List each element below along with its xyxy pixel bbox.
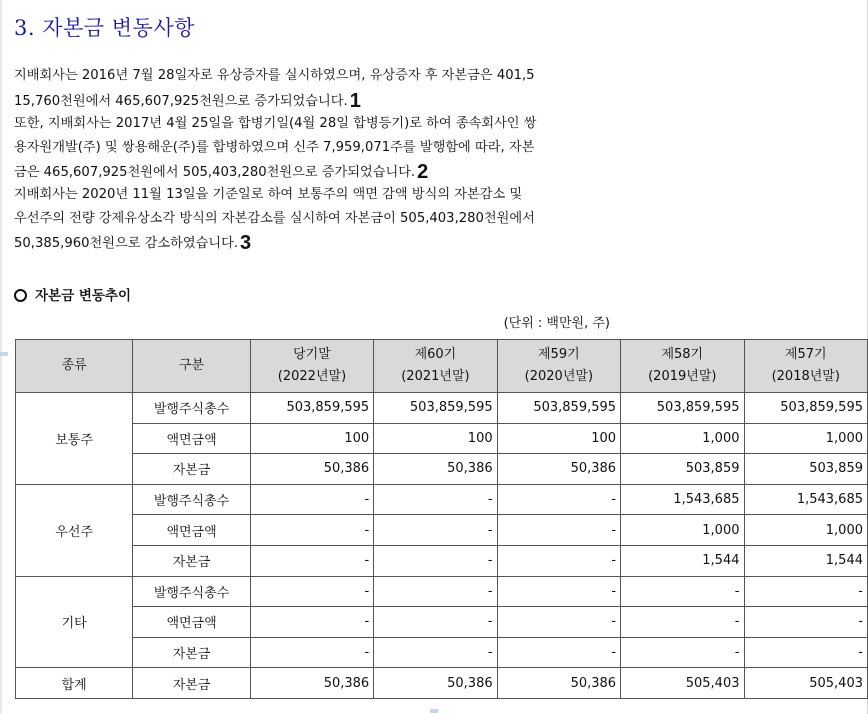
paragraph-line: 50,385,960천원으로 감소하였습니다. 3: [14, 232, 252, 254]
row-category: 발행주식총수: [133, 576, 250, 607]
row-group-kind: 기타: [16, 576, 133, 668]
table-cell: 503,859: [744, 454, 868, 485]
table-cell: -: [374, 607, 497, 638]
table-cell: -: [497, 576, 620, 607]
table-cell: 503,859,595: [250, 393, 373, 424]
table-cell: -: [497, 637, 620, 668]
paragraph-line: 또한, 지배회사는 2017년 4월 25일을 합병기일(4월 28일 합병등기)로 하여 종속회사인 쌍: [14, 116, 537, 131]
table-cell: 1,000: [621, 423, 744, 454]
section-title: 3. 자본금 변동사항: [14, 16, 195, 40]
table-handle-icon[interactable]: [0, 352, 8, 356]
page-left-edge: [0, 0, 2, 714]
table-cell: 1,544: [621, 545, 744, 576]
table-row: [16, 576, 868, 607]
paragraph-line: 우선주의 전량 강제유상소각 방식의 자본감소를 실시하여 자본금이 505,403,280천원에서: [14, 210, 535, 226]
table-row: [16, 454, 868, 485]
paragraph-1: [14, 64, 614, 113]
paragraph-line: 지배회사는 2016년 7월 28일자로 유상증자를 실시하였으며, 유상증자 후 자본금은 401,5: [14, 68, 535, 83]
total-kind: 합계: [16, 668, 133, 699]
table-total-row: [16, 668, 868, 699]
table-cell: -: [497, 515, 620, 546]
table-cell: 100: [374, 423, 497, 454]
header-period: 제57기 (2018년말): [744, 340, 868, 393]
table-cell: 503,859: [621, 454, 744, 485]
row-category: 자본금: [133, 545, 250, 576]
table-cell: 503,859,595: [744, 393, 868, 424]
table-cell: -: [744, 607, 868, 638]
paragraph-2: [14, 112, 614, 185]
table-cell: 1,000: [744, 423, 868, 454]
paragraph-3: [14, 183, 614, 256]
annotation-marker-1: 1: [349, 89, 361, 112]
table-cell: 1,543,685: [744, 484, 868, 515]
table-cell: -: [250, 545, 373, 576]
table-cell: 1,000: [621, 515, 744, 546]
table-cell: 50,386: [497, 668, 620, 699]
table-cell: 50,386: [374, 454, 497, 485]
table-cell: -: [744, 637, 868, 668]
table-row: [16, 637, 868, 668]
table-cell: 50,386: [250, 668, 373, 699]
row-category: 발행주식총수: [133, 393, 250, 424]
table-cell: 50,386: [250, 454, 373, 485]
table-cell: 50,386: [497, 454, 620, 485]
header-kind: 종류: [16, 340, 133, 393]
table-header-row: [16, 340, 868, 393]
table-cell: -: [621, 607, 744, 638]
table-row: [16, 484, 868, 515]
table-row: [16, 515, 868, 546]
paragraph-line: 지배회사는 2020년 11월 13일을 기준일로 하여 보통주의 액면 감액 방식의 자본감소 및: [14, 187, 523, 202]
row-category: 액면금액: [133, 515, 250, 546]
table-row: [16, 393, 868, 424]
table-cell: 50,386: [374, 668, 497, 699]
table-cell: -: [250, 607, 373, 638]
table-cell: -: [250, 637, 373, 668]
header-category: 구분: [133, 340, 250, 393]
row-category: 액면금액: [133, 607, 250, 638]
table-cell: 505,403: [744, 668, 868, 699]
paragraph-line: 15,760천원에서 465,607,925천원으로 증가되었습니다. 1: [14, 89, 361, 112]
table-row: [16, 423, 868, 454]
table-cell: -: [374, 484, 497, 515]
annotation-marker-2: 2: [417, 161, 429, 183]
table-cell: 100: [497, 423, 620, 454]
row-group-kind: 보통주: [16, 393, 133, 485]
table-cell: -: [621, 637, 744, 668]
table-cell: 503,859,595: [621, 393, 744, 424]
table-cell: -: [374, 545, 497, 576]
table-cell: -: [497, 484, 620, 515]
table-cell: 505,403: [621, 668, 744, 699]
paragraph-line: 금은 465,607,925천원에서 505,403,280천원으로 증가되었습니다. 2: [14, 161, 429, 183]
annotation-marker-3: 3: [240, 232, 252, 254]
table-row: [16, 545, 868, 576]
row-category: 자본금: [133, 637, 250, 668]
table-title: 자본금 변동추이: [14, 284, 131, 304]
row-category: 발행주식총수: [133, 484, 250, 515]
circle-bullet-icon: [14, 289, 27, 302]
table-handle-icon[interactable]: [430, 709, 438, 713]
table-cell: 1,543,685: [621, 484, 744, 515]
table-cell: -: [744, 576, 868, 607]
row-category: 자본금: [133, 454, 250, 485]
header-period: 제59기 (2020년말): [497, 340, 620, 393]
unit-note: (단위 : 백만원, 주): [503, 316, 610, 331]
table-cell: -: [250, 515, 373, 546]
capital-change-table: [15, 339, 868, 699]
table-cell: 1,000: [744, 515, 868, 546]
table-cell: 503,859,595: [374, 393, 497, 424]
header-period: 당기말 (2022년말): [250, 340, 373, 393]
total-category: 자본금: [133, 668, 250, 699]
table-cell: -: [497, 607, 620, 638]
table-cell: 1,544: [744, 545, 868, 576]
header-period: 제60기 (2021년말): [374, 340, 497, 393]
table-cell: -: [250, 484, 373, 515]
table-cell: -: [250, 576, 373, 607]
table-cell: -: [621, 576, 744, 607]
paragraph-line: 용자원개발(주) 및 쌍용해운(주)를 합병하였으며 신주 7,959,071주를 발행함에 따라, 자본: [14, 139, 535, 155]
table-cell: 503,859,595: [497, 393, 620, 424]
header-period: 제58기 (2019년말): [621, 340, 744, 393]
table-row: [16, 607, 868, 638]
table-cell: -: [374, 637, 497, 668]
table-cell: -: [374, 515, 497, 546]
table-cell: 100: [250, 423, 373, 454]
table-cell: -: [497, 545, 620, 576]
table-cell: -: [374, 576, 497, 607]
row-category: 액면금액: [133, 423, 250, 454]
row-group-kind: 우선주: [16, 484, 133, 576]
